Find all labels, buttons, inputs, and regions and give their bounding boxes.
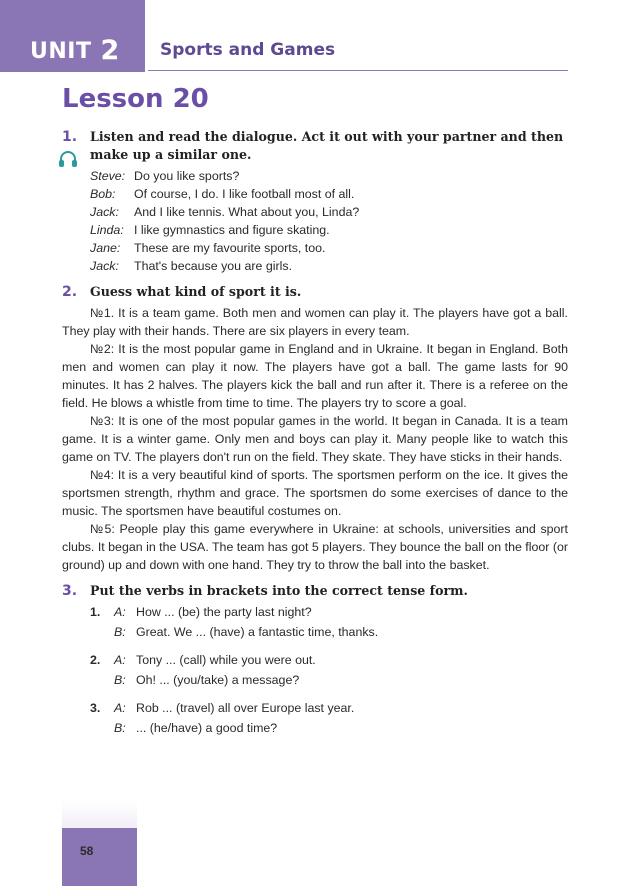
task-2-number: 2. [62,284,78,300]
page-tab-fade [62,800,137,828]
task-1-number: 1. [62,129,78,145]
unit-title: Sports and Games [160,40,336,60]
dialogue [62,167,568,275]
exercise-line [114,623,378,643]
dialogue-speaker: Jack: [90,205,119,219]
exercise-item [90,699,568,739]
exercise-text: How ... (be) the party last night? [136,605,312,619]
dialogue-speaker: Linda: [90,223,124,237]
exercise-speaker: B: [114,721,126,735]
dialogue-text: And I like tennis. What about you, Linda? [134,205,360,219]
dialogue-line [90,185,568,203]
exercise-speaker: B: [114,673,126,687]
task-2 [62,283,568,574]
sport-description-paragraph: №2: It is the most popular game in England and in Ukraine. It began in England. Both men and women can play it now. The players have got a ball. The game lasts for 90 minutes. It has 2 halves. The players kick the ball and run after it. There is a referee on the field. He blows a whistle from time to time. The players try to score a goal. [62,342,568,410]
dialogue-speaker: Jack: [90,259,119,273]
sport-description-paragraph: №1. It is a team game. Both men and women can play it. The players have got a ball. They play with their hands. There are six players in every team. [62,306,568,338]
exercise-text: ... (he/have) a good time? [136,721,278,735]
unit-number: 2 [100,35,120,66]
dialogue-text: That's because you are girls. [134,259,293,273]
dialogue-speaker: Jane: [90,241,121,255]
task-2-instruction: Guess what kind of sport it is. [90,284,302,299]
exercise-speaker: A: [114,605,126,619]
task-1 [62,128,568,275]
exercise-number: 1. [90,605,101,619]
sport-descriptions [62,304,568,574]
headphones-icon [58,150,78,168]
dialogue-text: Of course, I do. I like football most of all. [134,187,355,201]
page-content [62,128,568,747]
sport-description-paragraph: №4: It is a very beautiful kind of sports. The sportsmen perform on the ice. It gives the sportsmen strength, rhythm and grace. The sportsmen do some exercises of dance to the music. The sportsmen have beautiful costumes on. [62,468,568,518]
lesson-title: Lesson 20 [62,84,209,114]
exercise-line [114,671,316,691]
exercise-number: 3. [90,701,101,715]
task-2-heading [62,283,568,301]
dialogue-speaker: Bob: [90,187,116,201]
unit-label: UNIT [30,39,92,64]
exercise-item [90,603,568,643]
task-1-heading [62,128,568,164]
exercise-item [90,651,568,691]
exercise-line [114,603,378,623]
task-3-heading [62,582,568,600]
header-divider [148,70,568,71]
dialogue-text: Do you like sports? [134,169,240,183]
exercise-speaker: B: [114,625,126,639]
dialogue-line [90,257,568,275]
unit-banner [0,0,145,72]
page-number-tab [62,828,137,886]
dialogue-text: These are my favourite sports, too. [134,241,326,255]
exercise-number: 2. [90,653,101,667]
exercise-line [114,699,354,719]
sport-description-paragraph: №5: People play this game everywhere in Ukraine: at schools, universities and sport clubs. It began in the USA. The team has got 5 players. They bounce the ball on the floor (or ground) up and down with one hand. They try to throw the ball into the basket. [62,522,568,572]
task-3-instruction: Put the verbs in brackets into the correct tense form. [90,583,468,598]
task-3-number: 3. [62,583,78,599]
exercise-text: Tony ... (call) while you were out. [136,653,316,667]
dialogue-line [90,239,568,257]
dialogue-line [90,221,568,239]
exercise-line [114,651,316,671]
dialogue-speaker: Steve: [90,169,126,183]
page-number: 58 [80,844,94,858]
exercise-line [114,719,354,739]
sport-description-paragraph: №3: It is one of the most popular games in the world. It began in Canada. It is a team game. It is a winter game. Only men and boys can play it. Many people like to watch this game on TV. The players don't run on the field. They skate. They have sticks in their hands. [62,414,568,464]
exercise-list [62,603,568,739]
exercise-text: Great. We ... (have) a fantastic time, thanks. [136,625,379,639]
exercise-speaker: A: [114,653,126,667]
dialogue-line [90,203,568,221]
dialogue-text: I like gymnastics and figure skating. [134,223,330,237]
dialogue-line [90,167,568,185]
exercise-text: Rob ... (travel) all over Europe last year. [136,701,355,715]
task-1-instruction: Listen and read the dialogue. Act it out with your partner and then make up a similar one. [90,129,564,162]
exercise-text: Oh! ... (you/take) a message? [136,673,300,687]
exercise-speaker: A: [114,701,126,715]
task-3 [62,582,568,739]
